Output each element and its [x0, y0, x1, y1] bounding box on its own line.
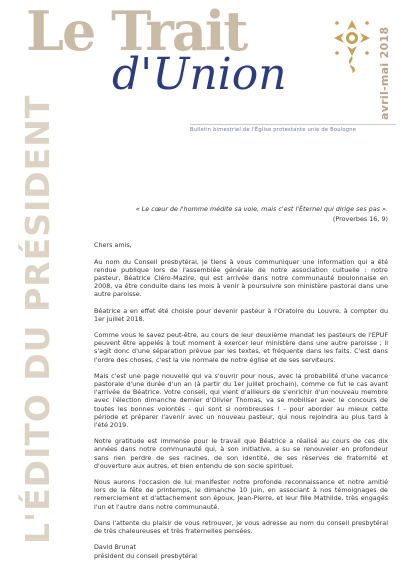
side-title: L'ÉDITO DU PRÉSIDENT [18, 94, 57, 544]
signature-name: David Brunat [94, 543, 137, 552]
paragraph-7: Dans l'attente du plaisir de vous retrouver, je vous adresse au nom du conseil presbytéral de très chaleureuses et très fraternelles pensées. [94, 518, 388, 536]
masthead-title-le-trait: Le Trait [26, 0, 247, 63]
issue-date: avril-mai 2018 [378, 26, 391, 120]
paragraph-3: Comme vous le savez peut-être, au cours de leur deuxième mandat les pasteurs de l'EPUF peuvent être appelés à tout moment à exercer leur ministère dans une autre paroisse ; il s'agit donc d'une séparation prévue par les textes, et fréquente dans les faits. C'est dans l'ordre des choses, c'est la vie normale de notre église et de ses serviteurs. [94, 331, 388, 364]
masthead-title-union: d'Union [112, 49, 287, 100]
paragraph-4: Mais c'est une page nouvelle qui va s'ouvrir pour nous, avec la probabilité d'une vacance pastorale d'une durée d'un an (à partir du 1er juillet prochain), comme ce fut le cas avant l'arrivée de Béatrice. Votre conseil, qui vient d'ailleurs de s'enrichir d'un nouveau membre avec l'élection dimanche dernier d'Olivier Thomas, va se mobiliser avec le concours de toutes les bonnes volontés - qui sont si nombreuses ! - pour aborder au mieux cette période et préparer l'avenir avec un nouveau pasteur, qui nous rejoindra au plus tard à l'été 2019. [94, 371, 388, 430]
bulletin-subtitle: Bulletin bimestriel de l'Église protestante unie de Boulogne [190, 127, 357, 133]
paragraph-6: Nous aurons l'occasion de lui manifester notre profonde reconnaissance et notre amitié lors de la fête de printemps, le dimanche 10 juin, en associant à nos témoignages de remerciement et d'attachement son époux, Jean-Pierre, et leur fille Mathilde, très engagés l'un et l'autre dans notre communauté. [94, 478, 388, 511]
greeting: Chers amis, [94, 241, 132, 250]
epigraph-reference: (Proverbes 16, 9) [332, 215, 388, 224]
masthead-divider [190, 124, 396, 125]
editorial-body [94, 205, 388, 560]
signature-role: président du conseil presbytéral [94, 551, 198, 560]
paragraph-5: Notre gratitude est immense pour le travail que Béatrice a réalisé au cours de ces dix années dans notre communauté qui, à son initiative, a su se renouveler en profondeur sans rien perdre de ses racines, de son identité, de ses réserves de fraternité et d'ouverture aux autres, et bien entendu de son socle spirituel. [94, 437, 388, 470]
paragraph-2: Béatrice a en effet été choisie pour devenir pasteur à l'Oratoire du Louvre, à compter du 1er juillet 2018. [94, 306, 388, 323]
paragraph-1: Au nom du Conseil presbytéral, je tiens à vous communiquer une information qui a été rendue publique lors de l'assemblée générale de notre association cultuelle : notre pasteur, Béatrice Cléro-Mazire, qui est arrivée dans notre communauté boulonnaise en 2008, va être conduite dans les mois à venir à poursuivre son ministère pastoral dans une autre paroisse. [94, 257, 388, 299]
signature [94, 543, 388, 560]
epigraph-quote: « Le cœur de l'homme médite sa voie, mais c'est l'Éternel qui dirige ses pas ». [135, 205, 388, 213]
huguenot-cross-icon [332, 18, 372, 74]
